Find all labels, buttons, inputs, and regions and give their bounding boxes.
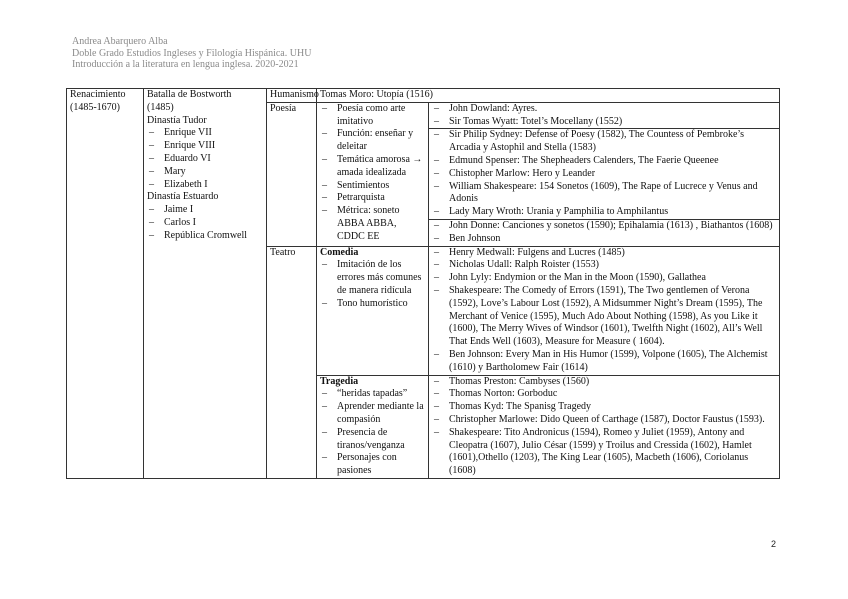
list-item: – Christopher Marlowe: Dido Queen of Carthage (1587), Doctor Faustus (1593). — [432, 414, 776, 427]
list-item: – Personajes con pasiones — [320, 452, 425, 478]
tudor-list — [147, 127, 263, 191]
tragedy-authors — [429, 375, 780, 478]
list-item: – Edmund Spenser: The Shepheaders Calenders, The Faerie Queenee — [432, 155, 776, 168]
poetry-authors-group-3 — [429, 219, 780, 246]
poetry-label: Poesía — [267, 102, 317, 246]
list-item: – Chistopher Marlow: Hero y Leander — [432, 168, 776, 181]
history-cell — [144, 89, 267, 479]
list-item: – Sentimientos — [320, 180, 425, 193]
list-item: – Ben Johnson — [432, 233, 776, 246]
tragedy-title: Tragedia — [320, 375, 359, 387]
list-item: – Mary — [147, 166, 263, 179]
comedy-title: Comedia — [320, 246, 359, 258]
list-item: – Thomas Norton: Gorboduc — [432, 388, 776, 401]
list-item: – Elizabeth I — [147, 179, 263, 192]
list-item: – Tono humorístico — [320, 298, 425, 311]
list-item: – Función: enseñar y deleitar — [320, 128, 425, 154]
list-item: – John Donne: Canciones y sonetos (1590); Epihalamia (1613) , Biathantos (1608) — [432, 220, 776, 233]
period-years: (1485-1670) — [70, 101, 120, 113]
document-header — [72, 36, 311, 71]
table-row — [67, 89, 780, 103]
list-item: – Presencia de tiranos/venganza — [320, 427, 425, 453]
history-event-year: (1485) — [147, 101, 174, 113]
period-cell — [67, 89, 144, 479]
tragedy-features — [320, 388, 425, 478]
list-item: – Carlos I — [147, 217, 263, 230]
tragedy-features-cell — [317, 375, 429, 478]
list-item: – “heridas tapadas” — [320, 388, 425, 401]
list-item: – William Shakespeare: 154 Sonetos (1609), The Rape of Lucrece y Venus and Adonis — [432, 181, 776, 207]
list-item: – Lady Mary Wroth: Urania y Pamphilia to Amphilantus — [432, 206, 776, 219]
list-item: – República Cromwell — [147, 230, 263, 243]
list-item: – Poesía como arte imitativo — [320, 103, 425, 129]
tudor-title: Dinastía Tudor — [147, 114, 207, 126]
list-item: – John Lyly: Endymion or the Man in the Moon (1590), Gallathea — [432, 272, 776, 285]
list-item: – Aprender mediante la compasión — [320, 401, 425, 427]
page-number: 2 — [771, 539, 777, 549]
period-name: Renacimiento — [70, 89, 126, 100]
list-item: – Imitación de los errores más comunes de manera ridícula — [320, 259, 425, 297]
humanism-work: Tomas Moro: Utopía (1516) — [317, 89, 780, 103]
list-item: – Petrarquista — [320, 192, 425, 205]
list-item: – Shakespeare: The Comedy of Errors (1591), The Two gentlemen of Verona (1592), Love’s Labour Lost (1592), A Midsummer Night’s Dream (1595), The Merchant of Venice (1595), Much Ado About Nothing (1598), As you Like it (1600), The Merry Wives of Windsor (1601), Twelfth Night (1602), All’s Well That Ends Well (1603), Measure for Measure ( 1604). — [432, 285, 776, 349]
author-list — [432, 376, 776, 478]
list-item: – Temática amorosa → amada idealizada — [320, 154, 425, 180]
stuart-list — [147, 204, 263, 242]
list-item: – Jaime I — [147, 204, 263, 217]
list-item: – Nicholas Udall: Ralph Roister (1553) — [432, 259, 776, 272]
poetry-authors-group-1 — [429, 102, 780, 129]
history-event: Batalla de Bostworth — [147, 89, 232, 100]
author-list — [432, 129, 776, 219]
poetry-authors-group-2 — [429, 129, 780, 220]
header-course: Introducción a la literatura en lengua inglesa. 2020-2021 — [72, 59, 299, 70]
list-item: – Thomas Preston: Cambyses (1560) — [432, 376, 776, 389]
humanism-label: Humanismo — [267, 89, 317, 103]
list-item: – John Dowland: Ayres. — [432, 103, 776, 116]
header-degree: Doble Grado Estudios Ingleses y Filología Hispánica. UHU — [72, 47, 312, 59]
list-item: – Thomas Kyd: The Spanisg Tragedy — [432, 401, 776, 414]
poetry-features-cell — [317, 102, 429, 246]
comedy-authors — [429, 246, 780, 375]
author-list — [432, 220, 776, 246]
list-item: – Enrique VIII — [147, 140, 263, 153]
list-item: – Shakespeare: Tito Andronicus (1594), Romeo y Juliet (1959), Antony and Cleopatra (1607), Julio César (1599) y Troilus and Cressida (1602), Hamlet (1601),Othello (1203), The King Lear (1605), Macbeth (1606), Coriolanus (1608) — [432, 427, 776, 478]
list-item: – Sir Philip Sydney: Defense of Poesy (1582), The Countess of Pembroke’s Arcadia y Astophil and Stella (1583) — [432, 129, 776, 155]
author-list — [432, 247, 776, 375]
author-list — [432, 103, 776, 129]
comedy-features — [320, 259, 425, 310]
list-item: – Enrique VII — [147, 127, 263, 140]
list-item: – Eduardo VI — [147, 153, 263, 166]
list-item: – Sir Tomas Wyatt: Totel’s Mocellany (1552) — [432, 116, 776, 129]
list-item: – Henry Medwall: Fulgens and Lucres (1485) — [432, 247, 776, 260]
list-item: – Ben Johnson: Every Man in His Humor (1599), Volpone (1605), The Alchemist (1610) y Bartholomew Fair (1614) — [432, 349, 776, 375]
list-item: – Métrica: soneto ABBA ABBA, CDDC EE — [320, 205, 425, 243]
theatre-label: Teatro — [267, 246, 317, 478]
comedy-features-cell — [317, 246, 429, 375]
poetry-features — [320, 103, 425, 244]
header-author: Andrea Abarquero Alba — [72, 36, 168, 47]
stuart-title: Dinastía Estuardo — [147, 191, 219, 203]
literature-table — [66, 88, 780, 479]
